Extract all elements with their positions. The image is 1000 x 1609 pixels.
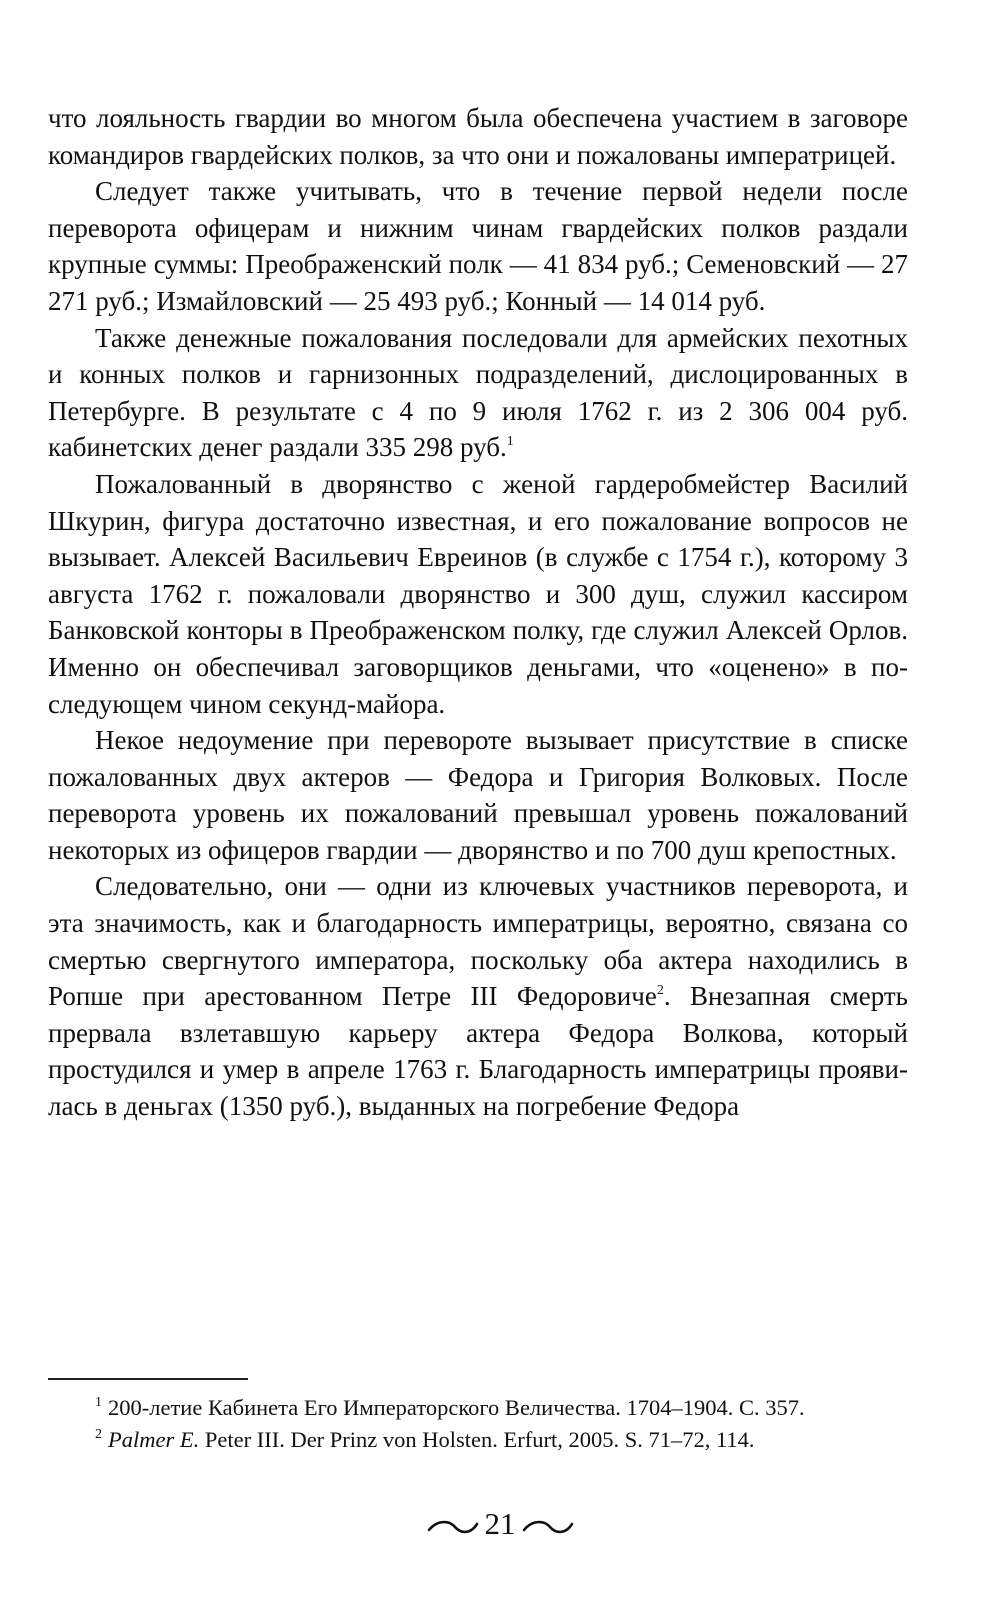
footnote-2 — [48, 1424, 908, 1456]
main-text — [48, 100, 908, 1125]
swash-left-ornament — [427, 1518, 479, 1536]
paragraph — [48, 466, 908, 722]
paragraph-text: Некое недоумение при перевороте вызывает присутствие в списке пожалованных двух актеров — Федора и Григория Волковых. После переворота уровень их пожалований превышал уровень пожалований некоторых из офицеров гвардии — дворянство и по 700 душ крепостных. — [48, 725, 908, 865]
paragraph-text: Следовательно, они — одни из ключевых участников переворота, и эта значимость, как и благодарность императрицы, вероятно, связана со смертью свергнутого императора, поскольку оба актера находились в Ропше при арестованном Петре III Федоровиче — [48, 871, 908, 1012]
paragraph-text: Следует также учитывать, что в течение первой недели после переворота офицерам и нижним чинам гвардейских полков раздали крупные суммы: Преображенский полк — 41 834 руб.; Семеновский — 27 271 руб.; Измайловский — 25 493 руб.; Конный — 14 014 руб. — [48, 176, 908, 316]
footnote-divider — [48, 1378, 248, 1380]
footnote-author: Palmer E. — [108, 1427, 200, 1452]
page-number-value: 21 — [484, 1506, 516, 1541]
footnote-1 — [48, 1392, 908, 1424]
paragraph — [48, 173, 908, 319]
paragraph — [48, 100, 908, 173]
paragraph-text: Также денежные пожалования последовали для армейских пехотных и конных полков и гарнизонных подразделений, дислоцированных в Петербурге. В результате с 4 по 9 июля 1762 г. из 2 306 004 руб. кабинетских денег раздали 335 298 руб. — [48, 322, 908, 463]
swash-right-ornament — [522, 1518, 574, 1536]
paragraph — [48, 320, 908, 466]
page-number — [0, 1504, 1000, 1544]
footnote-text: 200-летие Кабинета Его Императорского Величества. 1704–1904. С. 357. — [108, 1395, 805, 1420]
paragraph-text: что лояльность гвардии во многом была обеспечена участием в заговоре командиров гвардейских полков, за что они и пожалованы императрицей. — [48, 103, 908, 170]
paragraph-text: Пожалованный в дворянство с женой гардеробмейстер Василий Шкурин, фигура достаточно известная, и его пожалование вопросов не вызывает. Алексей Васильевич Евреинов (в службе с 1754 г.), которому 3 августа 1762 г. пожаловали дворянство и 300 душ, служил кассиром Банковской конторы в Преображенском полку, где служил Алексей Орлов. Именно он обеспечивал заговорщиков деньгами, что «оценено» в последующем чином секунд-майора. — [48, 468, 908, 719]
paragraph — [48, 722, 908, 868]
paragraph — [48, 868, 908, 1124]
paragraph-text: . Внезапная смерть прервала взлетавшую карьеру актера Федора Волкова, который простудился и умер в апреле 1763 г. Благодарность императрицы проявилась в деньгах (1350 руб.), выданных на погребение Федора — [48, 981, 908, 1122]
footnotes — [48, 1392, 908, 1456]
footnote-reference[interactable]: 2 — [656, 983, 664, 999]
footnote-text: Peter III. Der Prinz von Holsten. Erfurt, 2005. S. 71–72, 114. — [199, 1427, 755, 1452]
footnote-reference[interactable]: 1 — [506, 434, 514, 450]
footnote-number: 1 — [95, 1395, 102, 1410]
footnote-number: 2 — [95, 1427, 102, 1442]
